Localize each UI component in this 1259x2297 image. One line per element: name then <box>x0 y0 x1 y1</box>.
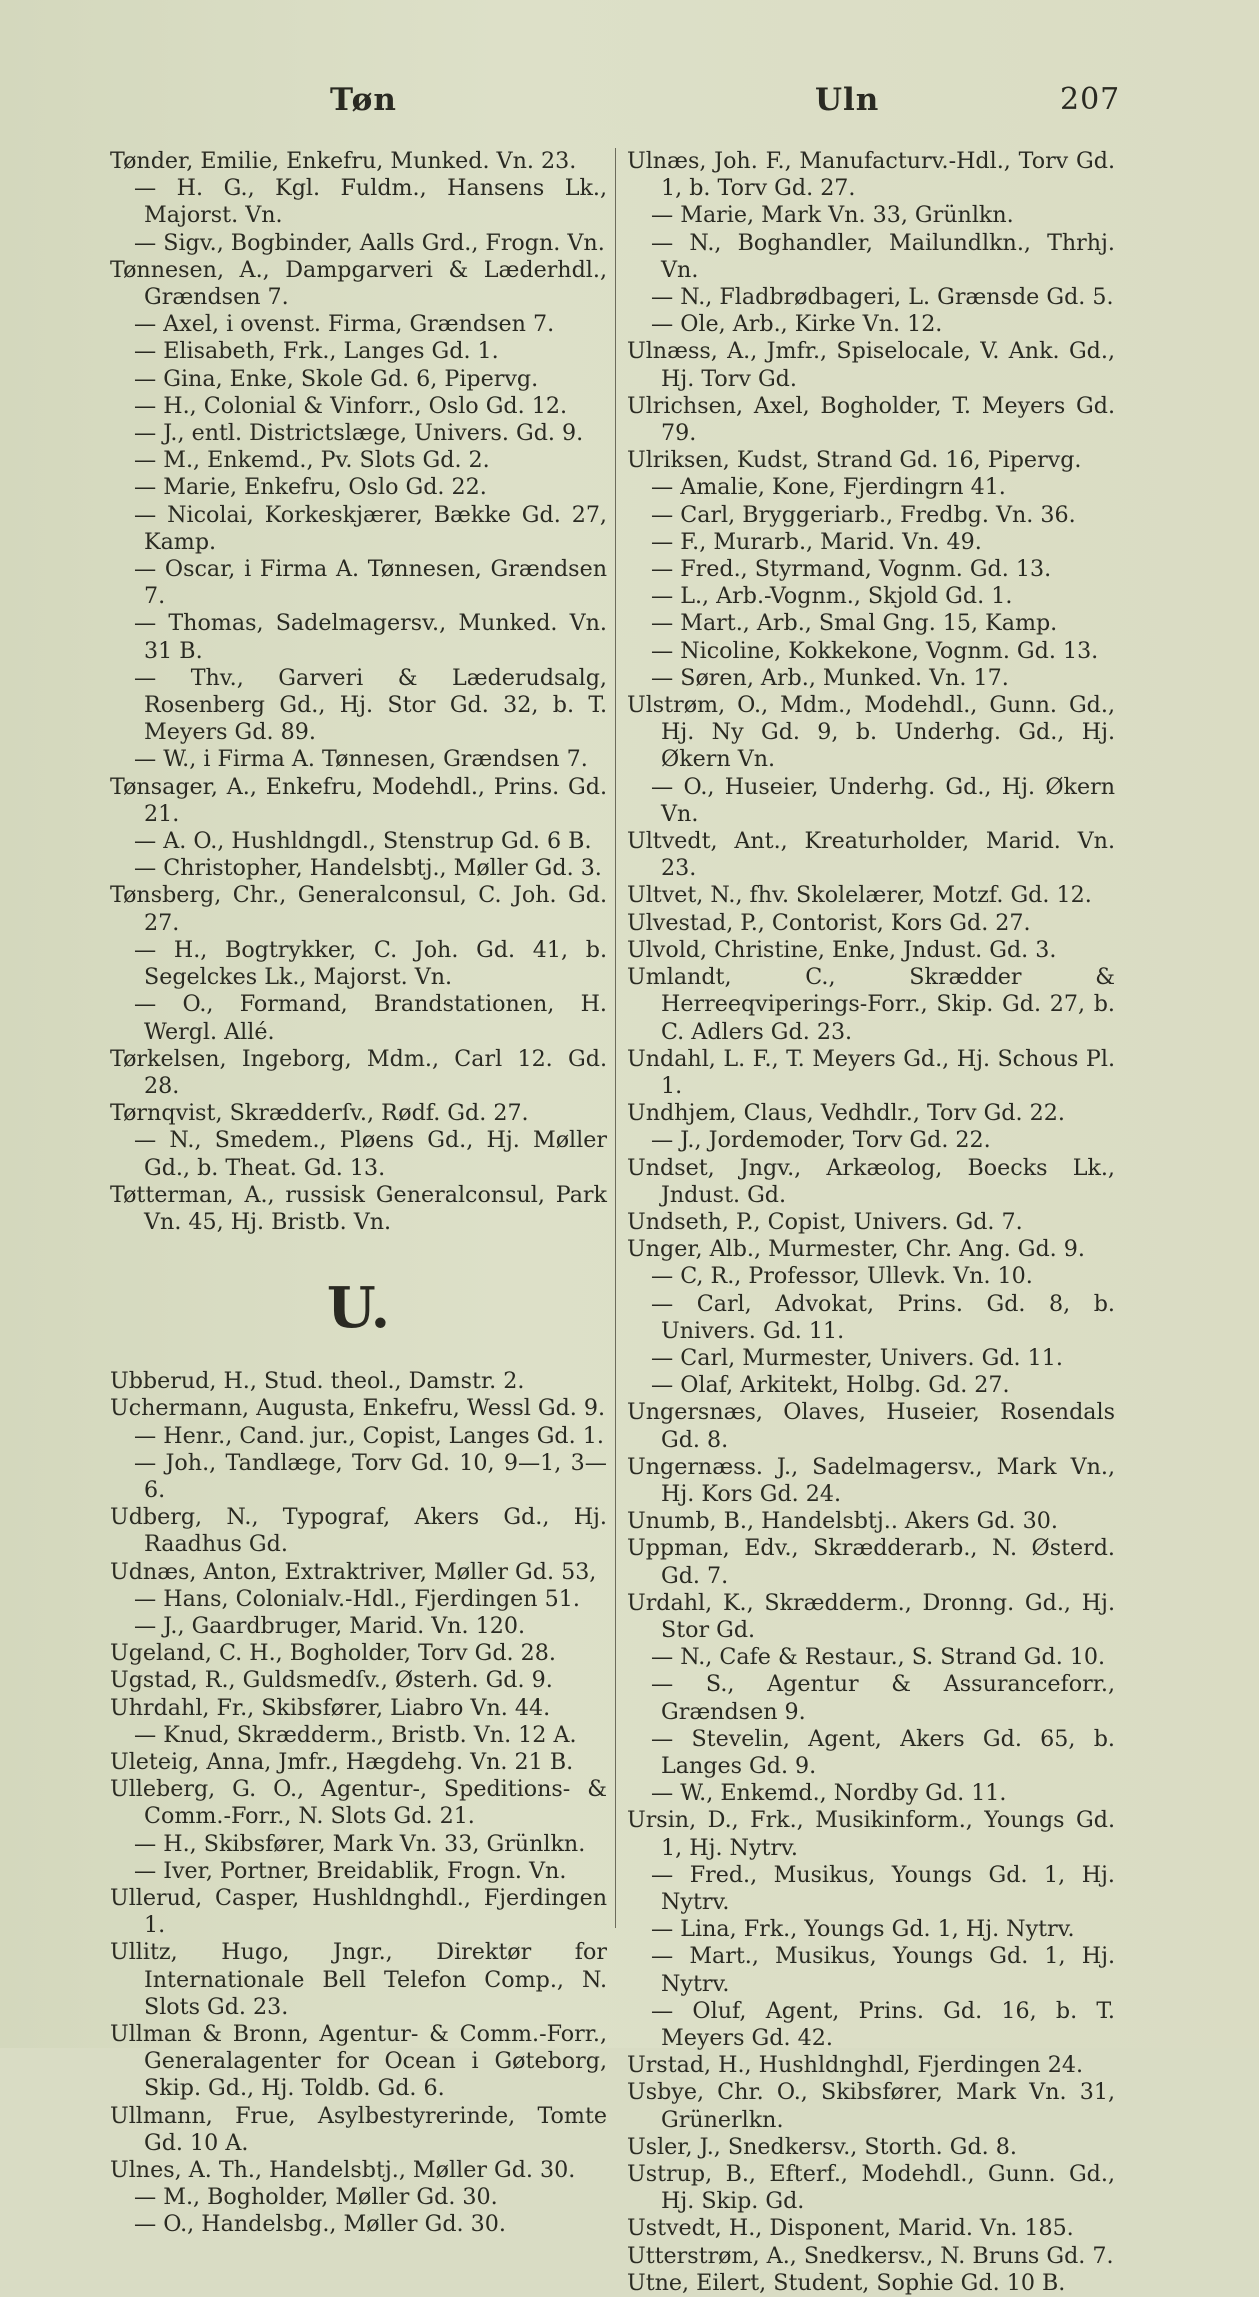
directory-entry: — Iver, Portner, Breidablik, Frogn. Vn. <box>134 1857 567 1884</box>
directory-entry: Uhrdahl, Fr., Skibsfører, Liabro Vn. 44. <box>110 1694 551 1721</box>
directory-entry: Ubberud, H., Stud. theol., Damstr. 2. <box>110 1368 525 1395</box>
directory-entry: Uchermann, Augusta, Enkefru, Wessl Gd. 9. <box>110 1395 606 1422</box>
directory-entry: Unumb, B., Handelsbtj.. Akers Gd. 30. <box>627 1508 1058 1535</box>
directory-entry: — Marie, Enkefru, Oslo Gd. 22. <box>134 474 487 501</box>
right-column <box>627 148 1115 2297</box>
directory-entry: Undset, Jngv., Arkæolog, Boecks Lk., Jndust. Gd. <box>627 1154 1115 1208</box>
directory-entry: — Oscar, i Firma A. Tønnesen, Grændsen 7. <box>134 556 607 610</box>
directory-entry: Uleteig, Anna, Jmfr., Hægdehg. Vn. 21 B. <box>110 1748 574 1775</box>
directory-entry: Ultvet, N., fhv. Skolelærer, Motzf. Gd. 12. <box>627 882 1092 909</box>
directory-entry: — Søren, Arb., Munked. Vn. 17. <box>651 664 1009 691</box>
directory-entry: — Mart., Arb., Smal Gng. 15, Kamp. <box>651 610 1058 637</box>
directory-entry: Unger, Alb., Murmester, Chr. Ang. Gd. 9. <box>627 1236 1085 1263</box>
directory-entry: — M., Enkemd., Pv. Slots Gd. 2. <box>134 447 490 474</box>
directory-entry: — J., Gaardbruger, Marid. Vn. 120. <box>134 1612 526 1639</box>
directory-entry: — Hans, Colonialv.-Hdl., Fjerdingen 51. <box>134 1585 580 1612</box>
directory-entry: — Henr., Cand. jur., Copist, Langes Gd. 1. <box>134 1422 604 1449</box>
directory-entry: — Fred., Musikus, Youngs Gd. 1, Hj. Nytrv. <box>651 1861 1115 1915</box>
directory-entry: Utne, Eilert, Student, Sophie Gd. 10 B. <box>627 2269 1066 2296</box>
directory-entry: Ungersnæs, Olaves, Huseier, Rosendals Gd. 8. <box>627 1399 1115 1453</box>
directory-entry: Undseth, P., Copist, Univers. Gd. 7. <box>627 1208 1023 1235</box>
directory-entry: Ulleberg, G. O., Agentur-, Speditions- & Comm.-Forr., N. Slots Gd. 21. <box>110 1776 607 1830</box>
directory-entry: Ullman & Bronn, Agentur- & Comm.-Forr., Generalagenter for Ocean i Gøteborg, Skip. Gd., Hj. Toldb. Gd. 6. <box>110 2021 607 2102</box>
directory-entry: — Christopher, Handelsbtj., Møller Gd. 3. <box>134 855 602 882</box>
directory-entry: Tønsager, A., Enkefru, Modehdl., Prins. Gd. 21. <box>110 773 607 827</box>
directory-entry: Urstad, H., Hushldnghdl, Fjerdingen 24. <box>627 2052 1084 2079</box>
section-letter: U. <box>326 1275 391 1342</box>
directory-entry: — Lina, Frk., Youngs Gd. 1, Hj. Nytrv. <box>651 1916 1075 1943</box>
directory-entry: Ulstrøm, O., Mdm., Modehdl., Gunn. Gd., Hj. Ny Gd. 9, b. Underhg. Gd., Hj. Økern Vn. <box>627 692 1115 773</box>
directory-entry: — Sigv., Bogbinder, Aalls Grd., Frogn. Vn. <box>134 229 605 256</box>
directory-entry: — W., i Firma A. Tønnesen, Grændsen 7. <box>134 746 588 773</box>
left-column <box>110 148 607 2239</box>
directory-entry: — N., Cafe & Restaur., S. Strand Gd. 10. <box>651 1644 1106 1671</box>
directory-entry: — Elisabeth, Frk., Langes Gd. 1. <box>134 338 499 365</box>
directory-entry: — H. G., Kgl. Fuldm., Hansens Lk., Majorst. Vn. <box>134 175 607 229</box>
column-divider <box>615 148 616 1928</box>
directory-entry: — Nicoline, Kokkekone, Vognm. Gd. 13. <box>651 637 1099 664</box>
directory-entry: — Carl, Bryggeriarb., Fredbg. Vn. 36. <box>651 501 1076 528</box>
left-entries-before <box>110 148 607 1236</box>
directory-entry: Ulriksen, Kudst, Strand Gd. 16, Pipervg. <box>627 447 1082 474</box>
running-head-left: Tøn <box>330 82 397 118</box>
directory-entry: — Thv., Garveri & Læderudsalg, Rosenberg Gd., Hj. Stor Gd. 32, b. T. Meyers Gd. 89. <box>134 664 607 746</box>
directory-entry: Ugstad, R., Guldsmedſv., Østerh. Gd. 9. <box>110 1667 553 1694</box>
directory-entry: — Amalie, Kone, Fjerdingrn 41. <box>651 474 1006 501</box>
directory-entry: Tønsberg, Chr., Generalconsul, C. Joh. Gd. 27. <box>110 882 607 936</box>
directory-entry: Ulvestad, P., Contorist, Kors Gd. 27. <box>627 909 1031 936</box>
directory-entry: Ursin, D., Frk., Musikinform., Youngs Gd. 1, Hj. Nytrv. <box>627 1807 1115 1861</box>
directory-entry: — S., Agentur & Assuranceforr., Grændsen 9. <box>651 1671 1115 1725</box>
directory-entry: — Olaf, Arkitekt, Holbg. Gd. 27. <box>651 1372 1010 1399</box>
directory-entry: Tønnesen, A., Dampgarveri & Læderhdl., Grændsen 7. <box>110 256 607 311</box>
directory-entry: Ullerud, Casper, Hushldnghdl., Fjerdingen 1. <box>110 1884 607 1939</box>
directory-entry: — Oluf, Agent, Prins. Gd. 16, b. T. Meyers Gd. 42. <box>651 1997 1115 2052</box>
directory-entry: — H., Skibsfører, Mark Vn. 33, Grünlkn. <box>134 1830 586 1857</box>
directory-entry: — O., Huseier, Underhg. Gd., Hj. Økern Vn. <box>651 773 1115 827</box>
directory-entry: — H., Colonial & Vinforr., Oslo Gd. 12. <box>134 392 568 419</box>
directory-entry: — Carl, Advokat, Prins. Gd. 8, b. Univers. Gd. 11. <box>651 1290 1115 1344</box>
directory-entry: — A. O., Hushldngdl., Stenstrup Gd. 6 B. <box>134 828 592 855</box>
directory-entry: Ulvold, Christine, Enke, Jndust. Gd. 3. <box>627 936 1057 963</box>
directory-entry: Tørnqvist, Skrædderſv., Rødf. Gd. 27. <box>110 1100 529 1127</box>
directory-entry: Ulnæss, A., Jmfr., Spiselocale, V. Ank. Gd., Hj. Torv Gd. <box>627 338 1115 392</box>
directory-entry: Usler, J., Snedkersv., Storth. Gd. 8. <box>627 2133 1017 2160</box>
directory-entry: Ullmann, Frue, Asylbestyrerinde, Tomte Gd. 10 A. <box>110 2102 607 2156</box>
directory-entry: — N., Fladbrødbageri, L. Grænsde Gd. 5. <box>651 284 1114 311</box>
directory-entry: — Gina, Enke, Skole Gd. 6, Pipervg. <box>134 365 539 392</box>
directory-entry: Tønder, Emilie, Enkefru, Munked. Vn. 23. <box>110 148 577 174</box>
directory-entry: Urdahl, K., Skrædderm., Dronng. Gd., Hj. Stor Gd. <box>627 1589 1115 1643</box>
directory-entry: Ustvedt, H., Disponent, Marid. Vn. 185. <box>627 2215 1074 2242</box>
directory-entry: Undahl, L. F., T. Meyers Gd., Hj. Schous Pl. 1. <box>627 1045 1115 1099</box>
directory-entry: — O., Formand, Brandstationen, H. Wergl. Allé. <box>134 991 607 1045</box>
directory-entry: — Marie, Mark Vn. 33, Grünlkn. <box>651 202 1014 229</box>
directory-entry: Usbye, Chr. O., Skibsfører, Mark Vn. 31, Grünerlkn. <box>627 2079 1115 2133</box>
left-entries-after <box>110 1368 607 2239</box>
directory-entry: — C, R., Professor, Ullevk. Vn. 10. <box>651 1263 1033 1290</box>
right-entries <box>627 148 1115 2297</box>
directory-entry: — Stevelin, Agent, Akers Gd. 65, b. Langes Gd. 9. <box>651 1725 1115 1779</box>
directory-entry: — O., Handelsbg., Møller Gd. 30. <box>134 2211 506 2238</box>
page-number: 207 <box>1060 82 1121 117</box>
directory-entry: — Fred., Styrmand, Vognm. Gd. 13. <box>651 556 1052 583</box>
directory-entry: — Ole, Arb., Kirke Vn. 12. <box>651 311 943 338</box>
directory-entry: Umlandt, C., Skrædder & Herreeqviperings-Forr., Skip. Gd. 27, b. C. Adlers Gd. 23. <box>627 964 1115 1045</box>
directory-entry: Tørkelsen, Ingeborg, Mdm., Carl 12. Gd. 28. <box>110 1045 607 1099</box>
directory-entry: Udberg, N., Typograf, Akers Gd., Hj. Raadhus Gd. <box>110 1504 607 1558</box>
directory-entry: Utterstrøm, A., Snedkersv., N. Bruns Gd. 7. <box>627 2242 1114 2269</box>
directory-entry: Ungernæss. J., Sadelmagersv., Mark Vn., Hj. Kors Gd. 24. <box>627 1453 1115 1507</box>
directory-entry: Ultvedt, Ant., Kreaturholder, Marid. Vn. 23. <box>627 828 1115 882</box>
directory-entry: — J., entl. Districtslæge, Univers. Gd. 9. <box>134 420 584 447</box>
directory-entry: — W., Enkemd., Nordby Gd. 11. <box>651 1780 1007 1807</box>
directory-entry: — Knud, Skrædderm., Bristb. Vn. 12 A. <box>134 1721 577 1748</box>
directory-entry: Ullitz, Hugo, Jngr., Direktør for Internationale Bell Telefon Comp., N. Slots Gd. 23. <box>110 1939 607 2020</box>
directory-entry: — Nicolai, Korkeskjærer, Bække Gd. 27, Kamp. <box>134 501 607 555</box>
directory-entry: — F., Murarb., Marid. Vn. 49. <box>651 528 982 555</box>
running-head-center: Uln <box>815 82 880 118</box>
directory-entry: Uppman, Edv., Skrædderarb., N. Østerd. Gd. 7. <box>627 1535 1115 1589</box>
directory-entry: — Mart., Musikus, Youngs Gd. 1, Hj. Nytrv. <box>651 1943 1115 1997</box>
directory-entry: Ugeland, C. H., Bogholder, Torv Gd. 28. <box>110 1640 556 1667</box>
directory-entry: — N., Boghandler, Mailundlkn., Thrhj. Vn. <box>651 229 1115 283</box>
directory-entry: — M., Bogholder, Møller Gd. 30. <box>134 2184 498 2211</box>
directory-entry: — Carl, Murmester, Univers. Gd. 11. <box>651 1344 1063 1371</box>
directory-entry: Udnæs, Anton, Extraktriver, Møller Gd. 53, <box>110 1558 597 1585</box>
directory-entry: — Joh., Tandlæge, Torv Gd. 10, 9—1, 3—6. <box>134 1449 607 1503</box>
directory-entry: — N., Smedem., Pløens Gd., Hj. Møller Gd., b. Theat. Gd. 13. <box>134 1127 607 1181</box>
directory-entry: — L., Arb.-Vognm., Skjold Gd. 1. <box>651 583 1013 610</box>
directory-entry: Ustrup, B., Efterf., Modehdl., Gunn. Gd., Hj. Skip. Gd. <box>627 2161 1115 2215</box>
directory-entry: — H., Bogtrykker, C. Joh. Gd. 41, b. Segelckes Lk., Majorst. Vn. <box>134 936 607 991</box>
directory-entry: — J., Jordemoder, Torv Gd. 22. <box>651 1127 991 1154</box>
directory-entry: — Thomas, Sadelmagersv., Munked. Vn. 31 B. <box>134 610 607 664</box>
directory-entry: Ulnæs, Joh. F., Manufacturv.-Hdl., Torv Gd. 1, b. Torv Gd. 27. <box>627 148 1115 202</box>
directory-entry: — Axel, i ovenst. Firma, Grændsen 7. <box>134 311 555 338</box>
directory-entry: Ulrichsen, Axel, Bogholder, T. Meyers Gd. 79. <box>627 392 1115 447</box>
directory-entry: Undhjem, Claus, Vedhdlr., Torv Gd. 22. <box>627 1100 1065 1127</box>
directory-entry: Ulnes, A. Th., Handelsbtj., Møller Gd. 30. <box>110 2157 576 2184</box>
directory-entry: Tøtterman, A., russisk Generalconsul, Park Vn. 45, Hj. Bristb. Vn. <box>110 1181 607 1235</box>
